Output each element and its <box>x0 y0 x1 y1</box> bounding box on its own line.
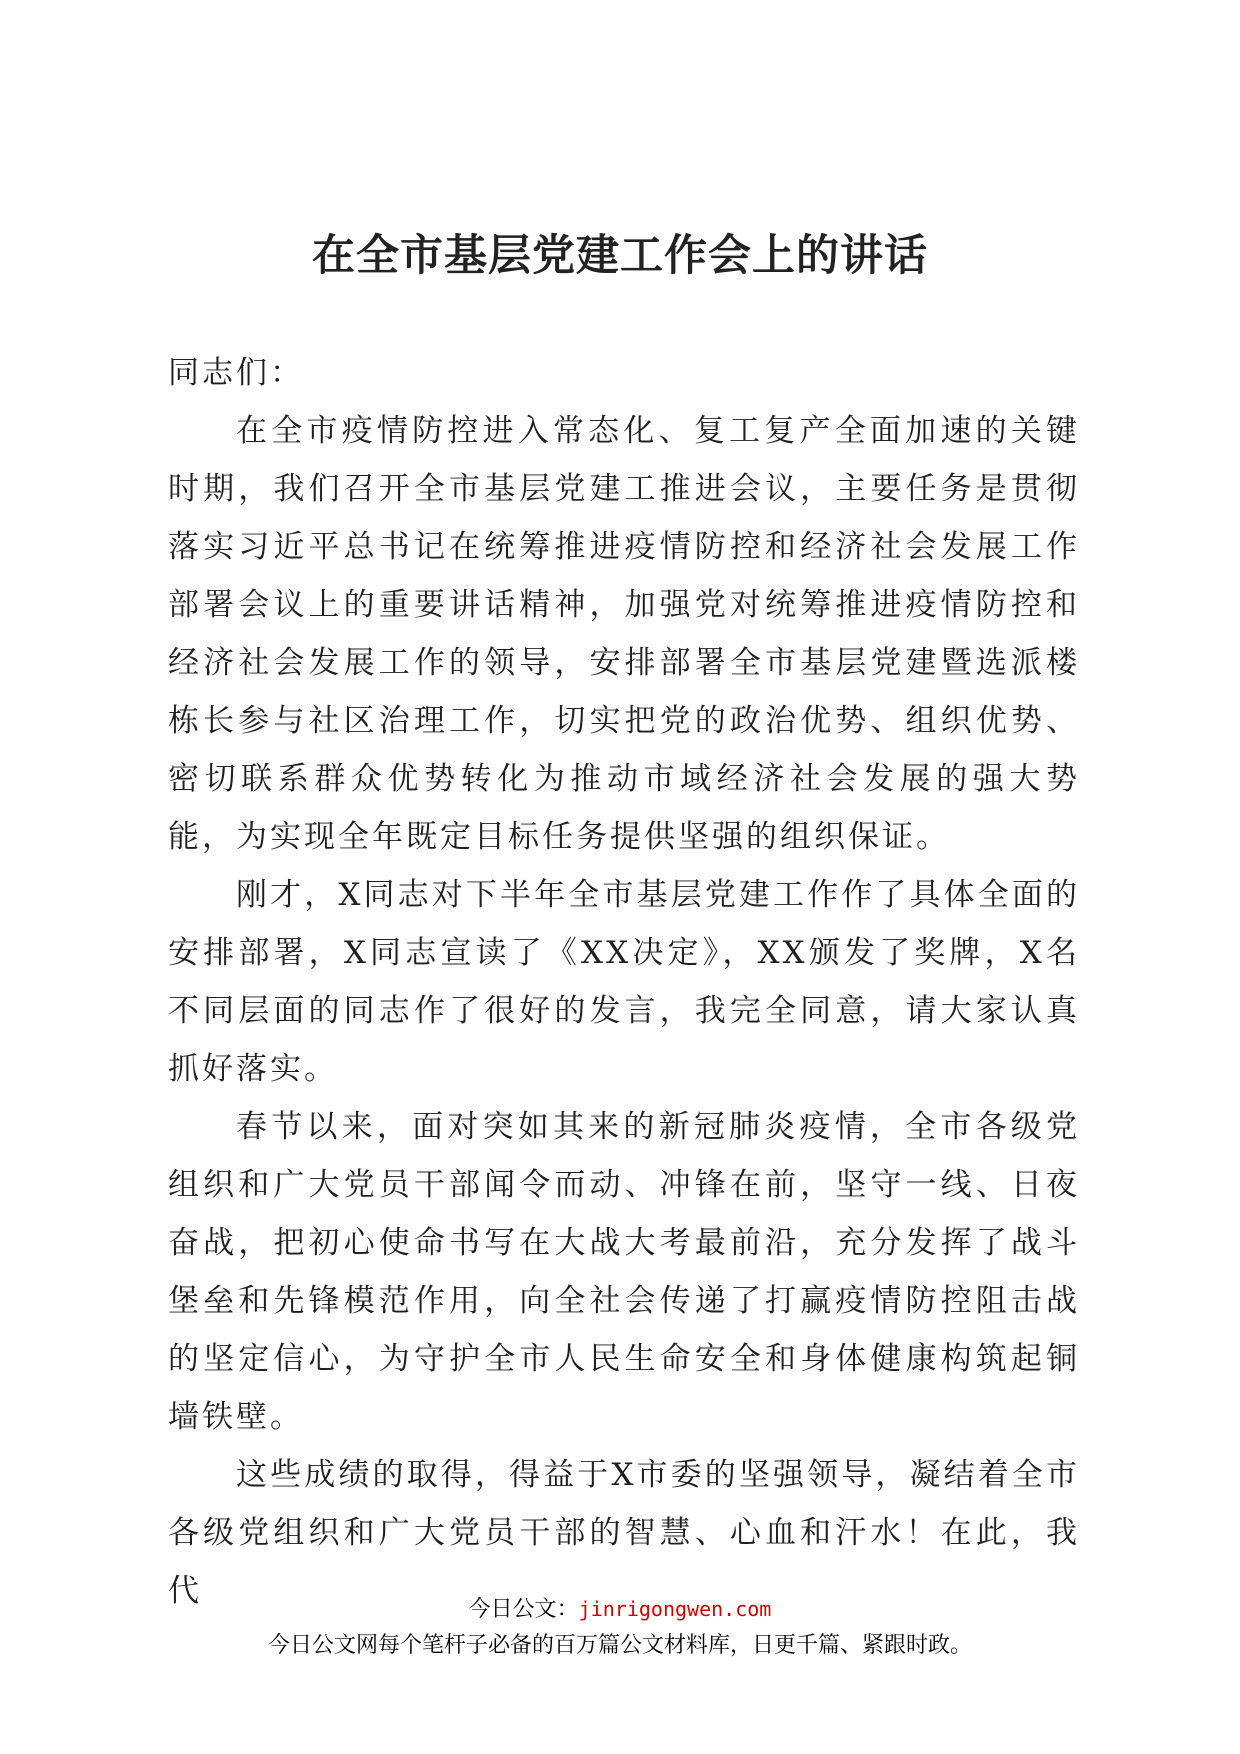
footer-tagline: 今日公文网每个笔杆子必备的百万篇公文材料库，日更千篇、紧跟时政。 <box>267 1633 972 1658</box>
paragraph-1: 在全市疫情防控进入常态化、复工复产全面加速的关键时期，我们召开全市基层党建工推进会议，主要任务是贯彻落实习近平总书记在统筹推进疫情防控和经济社会发展工作部署会议上的重要讲话精神，加强党对统筹推进疫情防控和经济社会发展工作的领导，安排部署全市基层党建暨选派楼栋长参与社区治理工作，切实把党的政治优势、组织优势、密切联系群众优势转化为推动市域经济社会发展的强大势能，为实现全年既定目标任务提供坚强的组织保证。 <box>168 413 1080 855</box>
footer-site-url[interactable]: jinrigongwen.com <box>578 1597 772 1621</box>
document-title: 在全市基层党建工作会上的讲话 <box>312 231 928 281</box>
document-body <box>168 344 1080 1620</box>
footer-site-line <box>0 1592 1240 1623</box>
footer-site-label: 今日公文： <box>468 1597 579 1622</box>
paragraph-2: 刚才，X同志对下半年全市基层党建工作作了具体全面的安排部署，X同志宣读了《XX决定》，XX颁发了奖牌，X名不同层面的同志作了很好的发言，我完全同意，请大家认真抓好落实。 <box>168 877 1080 1087</box>
paragraph-3: 春节以来，面对突如其来的新冠肺炎疫情，全市各级党组织和广大党员干部闻令而动、冲锋在前，坚守一线、日夜奋战，把初心使命书写在大战大考最前沿，充分发挥了战斗堡垒和先锋模范作用，向全社会传递了打赢疫情防控阻击战的坚定信心，为守护全市人民生命安全和身体健康构筑起铜墙铁壁。 <box>168 1109 1080 1435</box>
paragraph-4: 这些成绩的取得，得益于X市委的坚强领导，凝结着全市各级党组织和广大党员干部的智慧、心血和汗水！在此，我代 <box>168 1457 1080 1609</box>
salutation: 同志们： <box>168 355 304 391</box>
